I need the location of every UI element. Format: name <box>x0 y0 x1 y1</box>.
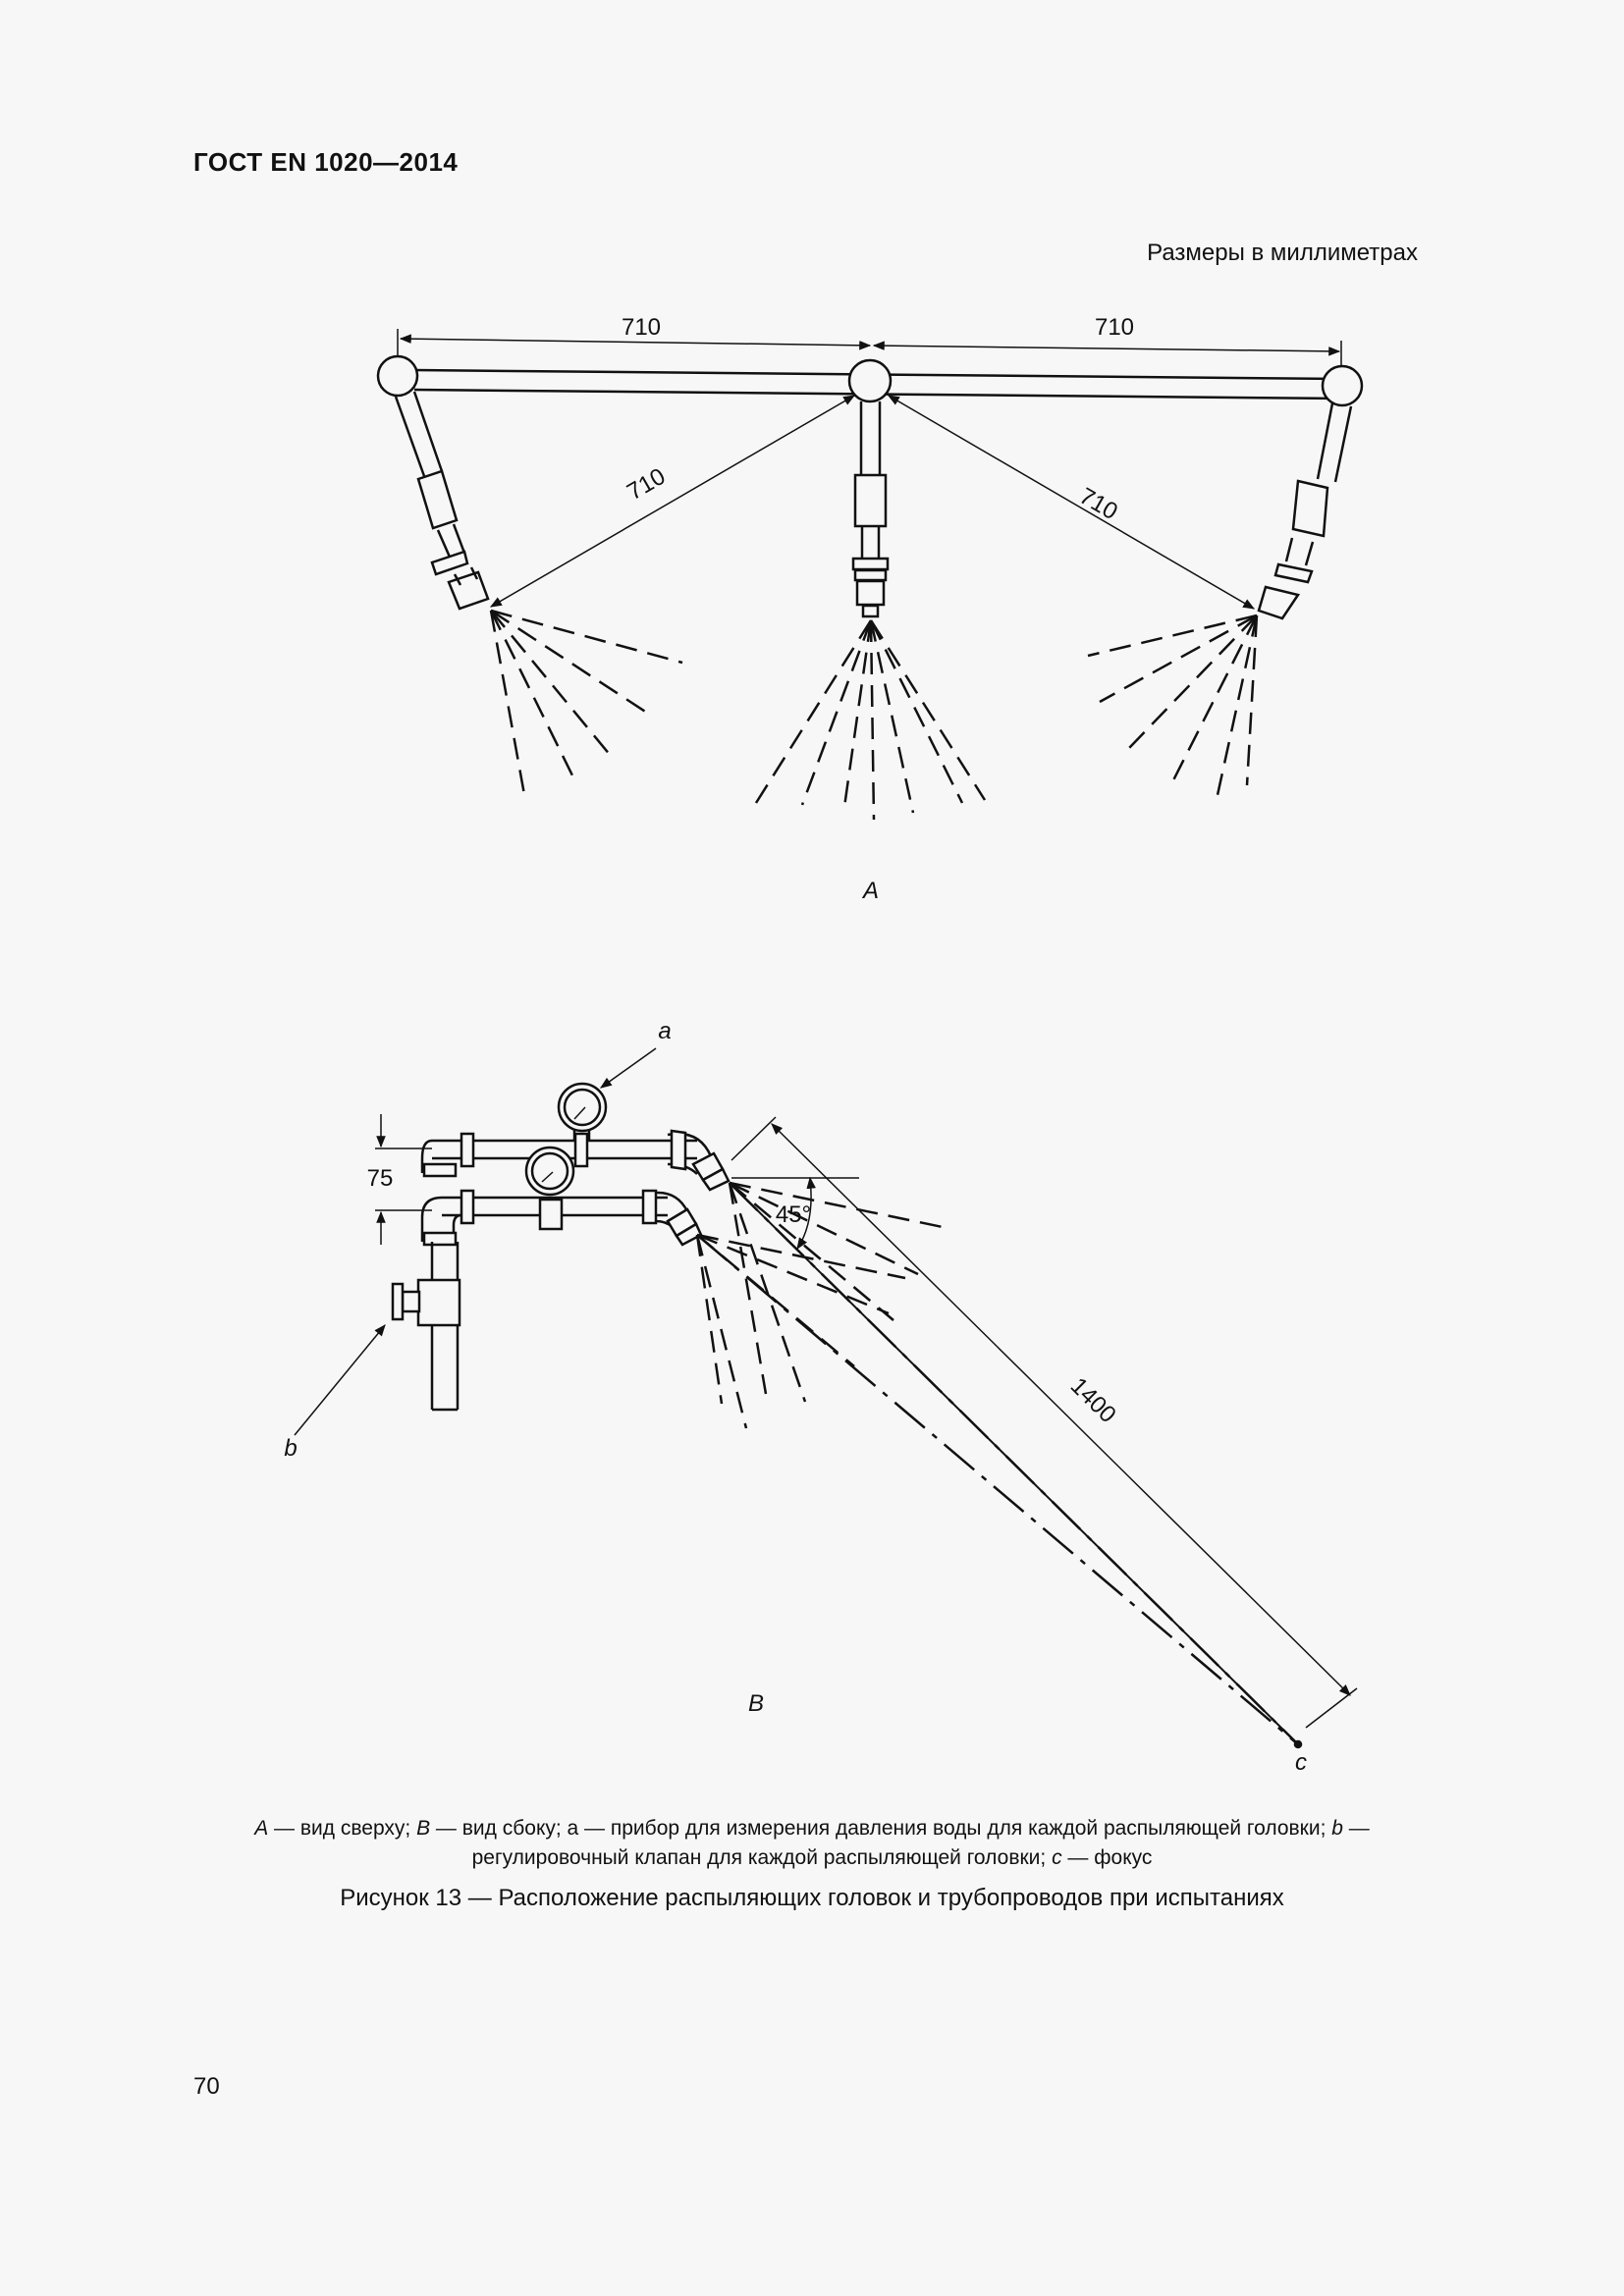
figure-caption: Рисунок 13 — Расположение распыляющих головок и трубопроводов при испытаниях <box>340 1885 1284 1911</box>
callout-c: c <box>1295 1749 1307 1776</box>
document-header: ГОСТ EN 1020—2014 <box>193 147 459 177</box>
figure-b-side-view <box>295 1048 1357 1747</box>
dim-b-height: 75 <box>366 1165 394 1192</box>
units-note: Размеры в миллиметрах <box>1147 240 1418 266</box>
page-number: 70 <box>193 2073 220 2100</box>
callout-a: a <box>658 1018 672 1044</box>
legend-key-b: B <box>416 1817 431 1840</box>
legend-key-b-valve: b <box>1331 1817 1343 1840</box>
figure-b-label: B <box>747 1690 765 1717</box>
dim-b-angle: 45° <box>775 1201 812 1228</box>
legend-text-a: — вид сверху; <box>268 1817 417 1840</box>
callout-b: b <box>284 1435 298 1462</box>
figure-a-top-view <box>378 329 1362 820</box>
figure-legend <box>177 1814 1447 1873</box>
legend-text-c: — фокус <box>1061 1846 1153 1869</box>
dim-a-top-right: 710 <box>1094 314 1135 341</box>
dim-a-top-left: 710 <box>621 314 662 341</box>
legend-text-b: — вид сбоку; а — прибор для измерения давления воды для каждой распыляющей головки; <box>430 1817 1332 1840</box>
dim-a-diag-left: 710 <box>623 462 671 507</box>
dim-a-diag-right: 710 <box>1074 482 1122 526</box>
figure-a-label: A <box>862 878 880 904</box>
legend-text-b-valve: — регулировочный клапан для каждой распыляющей головки; <box>471 1817 1370 1869</box>
dim-b-distance: 1400 <box>1064 1372 1121 1429</box>
legend-key-c: c <box>1052 1846 1062 1869</box>
legend-key-a: A <box>254 1817 269 1840</box>
